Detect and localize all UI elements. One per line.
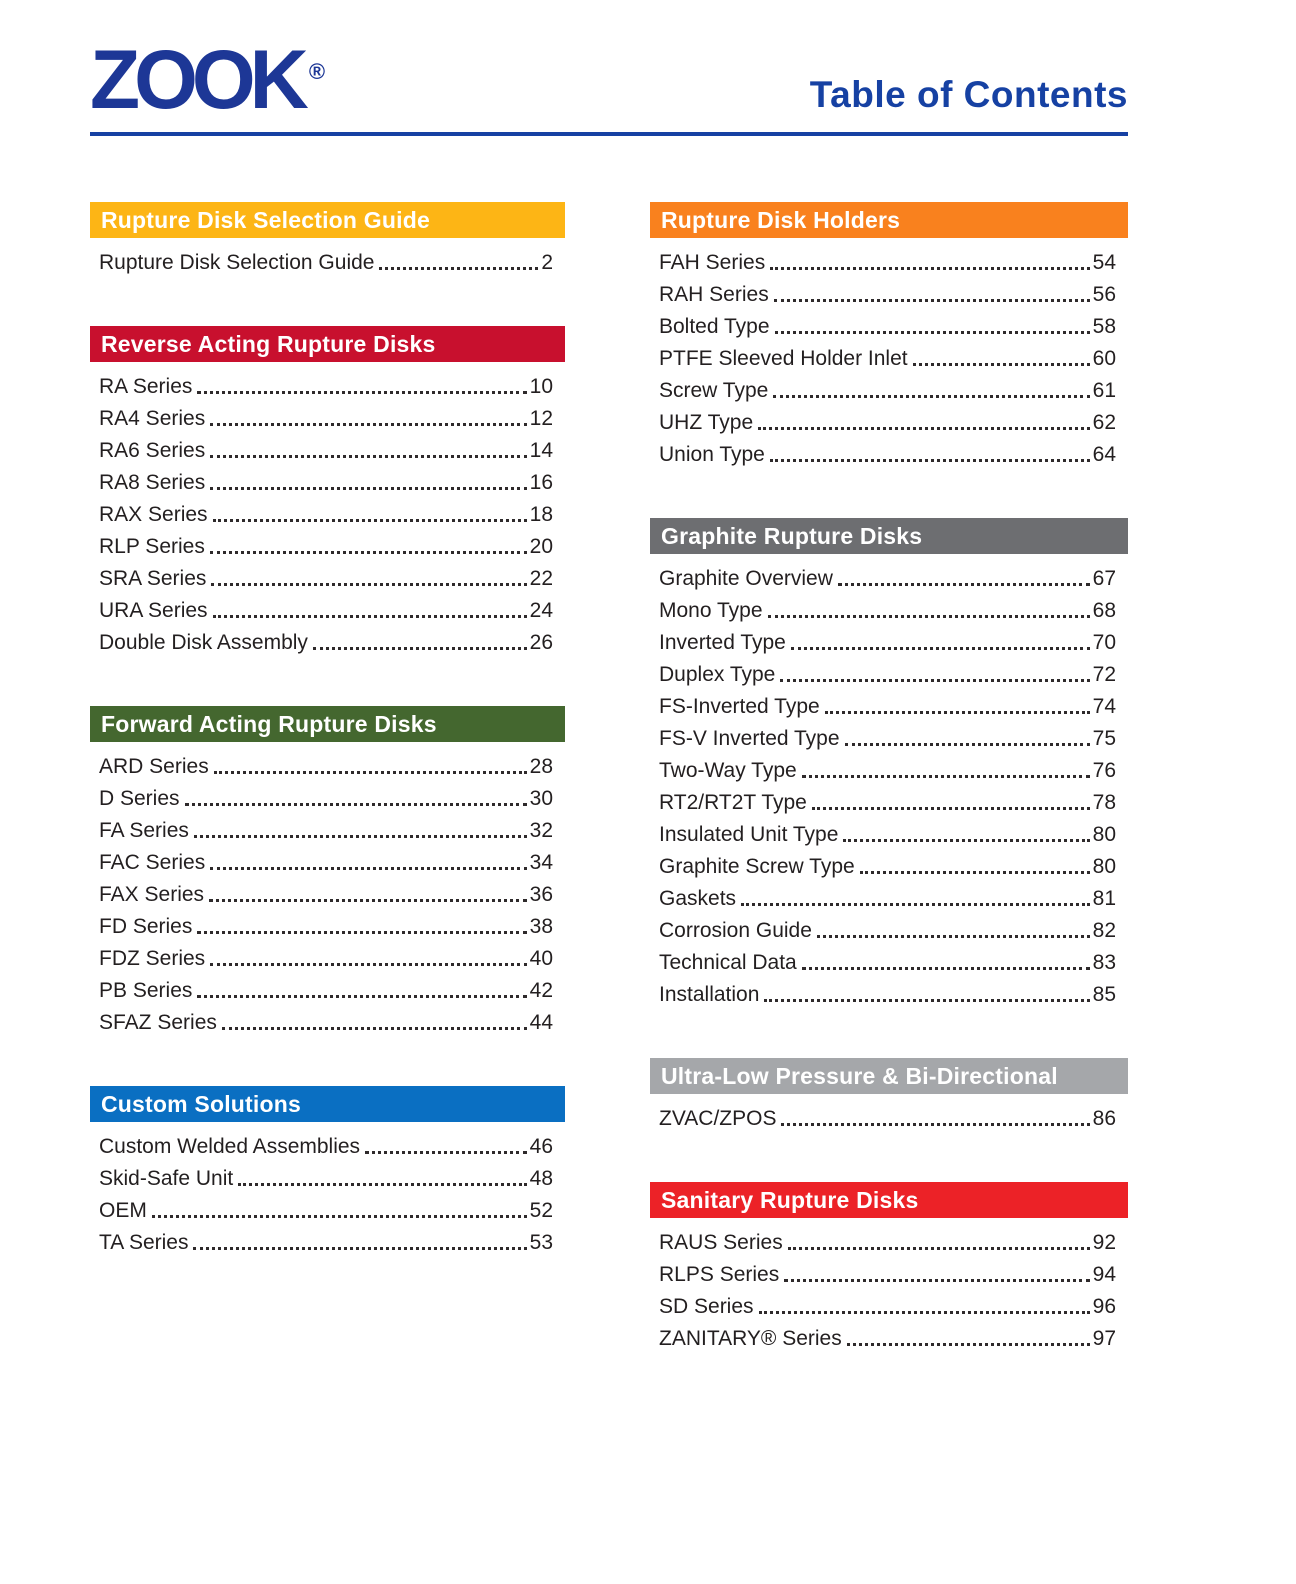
section-entries [90,368,565,656]
toc-section-graphite-rupture-disks [650,518,1128,1008]
toc-entry[interactable] [659,436,1116,468]
section-header: Custom Solutions [90,1086,565,1122]
zook-logo-text: ZOOK [90,33,303,127]
toc-entry-page: 48 [529,1166,553,1190]
toc-section-rupture-disk-selection-guide [90,202,565,276]
toc-entry-page: 20 [529,534,553,558]
toc-entry-label: RT2/RT2T Type [659,790,807,814]
toc-entry[interactable] [659,688,1116,720]
toc-entry[interactable] [99,748,553,780]
dot-leader [781,1123,1089,1126]
toc-entry[interactable] [99,528,553,560]
dot-leader [825,711,1090,714]
dot-leader [758,427,1089,430]
dot-leader [197,995,526,998]
toc-entry[interactable] [99,780,553,812]
toc-entry-page: 97 [1092,1326,1116,1350]
toc-entry-label: D Series [99,786,180,810]
toc-entry[interactable] [99,496,553,528]
dot-leader [913,363,1090,366]
toc-entry-page: 16 [529,470,553,494]
dot-leader [812,807,1090,810]
toc-entry-label: Insulated Unit Type [659,822,839,846]
toc-entry-page: 30 [529,786,553,810]
section-header: Forward Acting Rupture Disks [90,706,565,742]
toc-entry-label: RA8 Series [99,470,206,494]
toc-entry-label: Graphite Screw Type [659,854,855,878]
section-header: Ultra-Low Pressure & Bi-Directional [650,1058,1128,1094]
toc-entry[interactable] [659,1224,1116,1256]
dot-leader [784,1279,1089,1282]
dot-leader [860,871,1090,874]
toc-entry[interactable] [659,624,1116,656]
toc-entry-label: SD Series [659,1294,754,1318]
section-header: Reverse Acting Rupture Disks [90,326,565,362]
toc-entry-page: 60 [1092,346,1116,370]
toc-entry[interactable] [659,372,1116,404]
toc-entry[interactable] [99,844,553,876]
toc-entry-label: Rupture Disk Selection Guide [99,250,375,274]
dot-leader [222,1027,527,1030]
section-entries [90,748,565,1036]
toc-entry[interactable] [659,592,1116,624]
toc-column-left [90,202,565,1402]
toc-entry[interactable] [659,752,1116,784]
toc-entry-page: 80 [1092,822,1116,846]
toc-entry[interactable] [99,1192,553,1224]
toc-entry-label: Corrosion Guide [659,918,812,942]
section-header: Sanitary Rupture Disks [650,1182,1128,1218]
dot-leader [802,967,1090,970]
toc-entry-page: 22 [529,566,553,590]
toc-entry-label: Graphite Overview [659,566,833,590]
toc-entry-label: ARD Series [99,754,209,778]
toc-entry-label: Installation [659,982,760,1006]
toc-entry-page: 94 [1092,1262,1116,1286]
dot-leader [845,743,1090,746]
dot-leader [197,931,526,934]
toc-entry-label: UHZ Type [659,410,754,434]
toc-entry[interactable] [659,880,1116,912]
section-entries [650,1100,1128,1132]
toc-entry-label: FAX Series [99,882,205,906]
toc-entry-page: 42 [529,978,553,1002]
toc-entry-page: 72 [1092,662,1116,686]
toc-entry-page: 54 [1092,250,1116,274]
toc-entry[interactable] [99,812,553,844]
toc-entry[interactable] [659,1256,1116,1288]
toc-entry-label: ZANITARY® Series [659,1326,842,1350]
dot-leader [213,519,527,522]
dot-leader [847,1343,1090,1346]
page-content [90,0,1128,1402]
toc-section-sanitary-rupture-disks [650,1182,1128,1352]
toc-entry[interactable] [659,816,1116,848]
zook-logo [90,33,326,127]
toc-entry[interactable] [99,1160,553,1192]
toc-entry-label: Custom Welded Assemblies [99,1134,361,1158]
toc-entry-page: 82 [1092,918,1116,942]
section-entries [90,1128,565,1256]
dot-leader [780,679,1089,682]
toc-entry-page: 12 [529,406,553,430]
toc-entry-label: SRA Series [99,566,207,590]
toc-entry-label: Inverted Type [659,630,786,654]
toc-entry[interactable] [99,876,553,908]
toc-entry-page: 70 [1092,630,1116,654]
toc-entry-page: 38 [529,914,553,938]
toc-entry-label: Double Disk Assembly [99,630,308,654]
toc-entry[interactable] [99,432,553,464]
toc-entry[interactable] [99,368,553,400]
toc-entry-label: FD Series [99,914,193,938]
dot-leader [379,267,538,270]
toc-entry-label: PB Series [99,978,193,1002]
toc-entry-page: 32 [529,818,553,842]
toc-entry[interactable] [659,944,1116,976]
dot-leader [194,835,527,838]
dot-leader [817,935,1090,938]
toc-entry-label: RAX Series [99,502,208,526]
toc-entry[interactable] [99,1128,553,1160]
dot-leader [214,771,527,774]
toc-entry-page: 75 [1092,726,1116,750]
toc-entry-page: 64 [1092,442,1116,466]
toc-entry-page: 96 [1092,1294,1116,1318]
toc-entry-page: 52 [529,1198,553,1222]
section-entries [650,1224,1128,1352]
toc-entry[interactable] [659,340,1116,372]
dot-leader [313,647,527,650]
toc-entry-label: Union Type [659,442,765,466]
dot-leader [209,899,527,902]
toc-section-custom-solutions [90,1086,565,1256]
section-entries [650,560,1128,1008]
dot-leader [775,331,1090,334]
toc-entry-label: Duplex Type [659,662,776,686]
dot-leader [210,487,526,490]
toc-entry-label: OEM [99,1198,147,1222]
toc-entry[interactable] [659,1320,1116,1352]
toc-entry[interactable] [99,624,553,656]
toc-entry-label: FA Series [99,818,189,842]
dot-leader [770,267,1089,270]
toc-entry-page: 76 [1092,758,1116,782]
dot-leader [791,647,1090,650]
toc-entry[interactable] [659,720,1116,752]
section-entries [90,244,565,276]
toc-entry-label: Gaskets [659,886,737,910]
dot-leader [770,459,1090,462]
toc-entry-page: 28 [529,754,553,778]
toc-entry-label: PTFE Sleeved Holder Inlet [659,346,908,370]
toc-entry-page: 85 [1092,982,1116,1006]
page-header [90,0,1128,127]
toc-entry-page: 78 [1092,790,1116,814]
section-header: Rupture Disk Holders [650,202,1128,238]
toc-entry-page: 74 [1092,694,1116,718]
dot-leader [802,775,1090,778]
dot-leader [210,423,526,426]
toc-entry-label: RAUS Series [659,1230,783,1254]
toc-entry-label: Bolted Type [659,314,770,338]
toc-entry-label: FS-Inverted Type [659,694,820,718]
toc-entry[interactable] [659,848,1116,880]
toc-entry-label: ZVAC/ZPOS [659,1106,777,1130]
section-header: Rupture Disk Selection Guide [90,202,565,238]
toc-entry-label: FS-V Inverted Type [659,726,840,750]
toc-entry-page: 14 [529,438,553,462]
toc-entry-label: SFAZ Series [99,1010,217,1034]
toc-entry[interactable] [659,276,1116,308]
toc-entry-page: 10 [529,374,553,398]
toc-entry-page: 68 [1092,598,1116,622]
toc-entry[interactable] [659,244,1116,276]
dot-leader [238,1183,526,1186]
toc-entry-page: 62 [1092,410,1116,434]
toc-entry-page: 53 [529,1230,553,1254]
toc-entry-label: RLP Series [99,534,205,558]
toc-entry-page: 2 [541,250,553,274]
dot-leader [365,1151,527,1154]
toc-entry-page: 34 [529,850,553,874]
toc-section-ultra-low-pressure-bi-directional [650,1058,1128,1132]
toc-entry[interactable] [659,404,1116,436]
toc-entry[interactable] [659,1100,1116,1132]
toc-entry[interactable] [99,560,553,592]
toc-entry[interactable] [659,656,1116,688]
registered-trademark-icon: ® [308,58,326,85]
toc-entry-page: 61 [1092,378,1116,402]
toc-entry-page: 24 [529,598,553,622]
toc-entry-label: RA6 Series [99,438,206,462]
toc-entry[interactable] [99,244,553,276]
toc-entry-label: URA Series [99,598,208,622]
toc-entry[interactable] [659,912,1116,944]
toc-entry[interactable] [99,1004,553,1036]
toc-entry-page: 83 [1092,950,1116,974]
toc-entry-label: Two-Way Type [659,758,797,782]
dot-leader [843,839,1089,842]
dot-leader [152,1215,527,1218]
toc-entry[interactable] [659,308,1116,340]
toc-entry-page: 81 [1092,886,1116,910]
toc-entry-page: 86 [1092,1106,1116,1130]
section-entries [650,244,1128,468]
toc-entry-label: FAC Series [99,850,206,874]
dot-leader [741,903,1090,906]
dot-leader [773,395,1089,398]
toc-entry[interactable] [99,1224,553,1256]
toc-entry-label: RA Series [99,374,193,398]
toc-entry[interactable] [99,464,553,496]
toc-entry-label: FDZ Series [99,946,206,970]
toc-entry-page: 26 [529,630,553,654]
toc-entry-label: RLPS Series [659,1262,780,1286]
dot-leader [193,1247,526,1250]
toc-entry[interactable] [99,592,553,624]
dot-leader [759,1311,1090,1314]
section-header: Graphite Rupture Disks [650,518,1128,554]
toc-entry[interactable] [659,976,1116,1008]
toc-entry-page: 46 [529,1134,553,1158]
toc-columns [90,202,1128,1402]
toc-entry-label: RAH Series [659,282,769,306]
toc-entry-page: 92 [1092,1230,1116,1254]
toc-entry-page: 67 [1092,566,1116,590]
dot-leader [838,583,1090,586]
toc-entry[interactable] [99,908,553,940]
dot-leader [210,867,526,870]
toc-entry[interactable] [99,940,553,972]
toc-entry-label: TA Series [99,1230,189,1254]
toc-entry-page: 44 [529,1010,553,1034]
toc-entry-page: 18 [529,502,553,526]
header-rule [90,132,1128,136]
toc-entry-page: 58 [1092,314,1116,338]
dot-leader [213,615,527,618]
toc-entry[interactable] [659,1288,1116,1320]
toc-entry[interactable] [99,972,553,1004]
dot-leader [197,391,526,394]
dot-leader [774,299,1090,302]
dot-leader [788,1247,1090,1250]
page-title: Table of Contents [809,73,1128,115]
toc-entry-label: Mono Type [659,598,763,622]
toc-entry[interactable] [659,560,1116,592]
toc-entry-page: 56 [1092,282,1116,306]
toc-entry-page: 40 [529,946,553,970]
dot-leader [764,999,1089,1002]
dot-leader [768,615,1090,618]
toc-section-rupture-disk-holders [650,202,1128,468]
toc-section-reverse-acting-rupture-disks [90,326,565,656]
toc-entry-label: Skid-Safe Unit [99,1166,234,1190]
toc-entry-label: Screw Type [659,378,769,402]
dot-leader [211,583,526,586]
toc-column-right [650,202,1128,1402]
toc-entry-label: FAH Series [659,250,766,274]
dot-leader [210,551,527,554]
toc-entry-page: 80 [1092,854,1116,878]
toc-section-forward-acting-rupture-disks [90,706,565,1036]
dot-leader [210,963,526,966]
dot-leader [185,803,527,806]
toc-entry[interactable] [659,784,1116,816]
toc-entry[interactable] [99,400,553,432]
toc-entry-label: RA4 Series [99,406,206,430]
dot-leader [210,455,526,458]
toc-entry-label: Technical Data [659,950,797,974]
toc-entry-page: 36 [529,882,553,906]
